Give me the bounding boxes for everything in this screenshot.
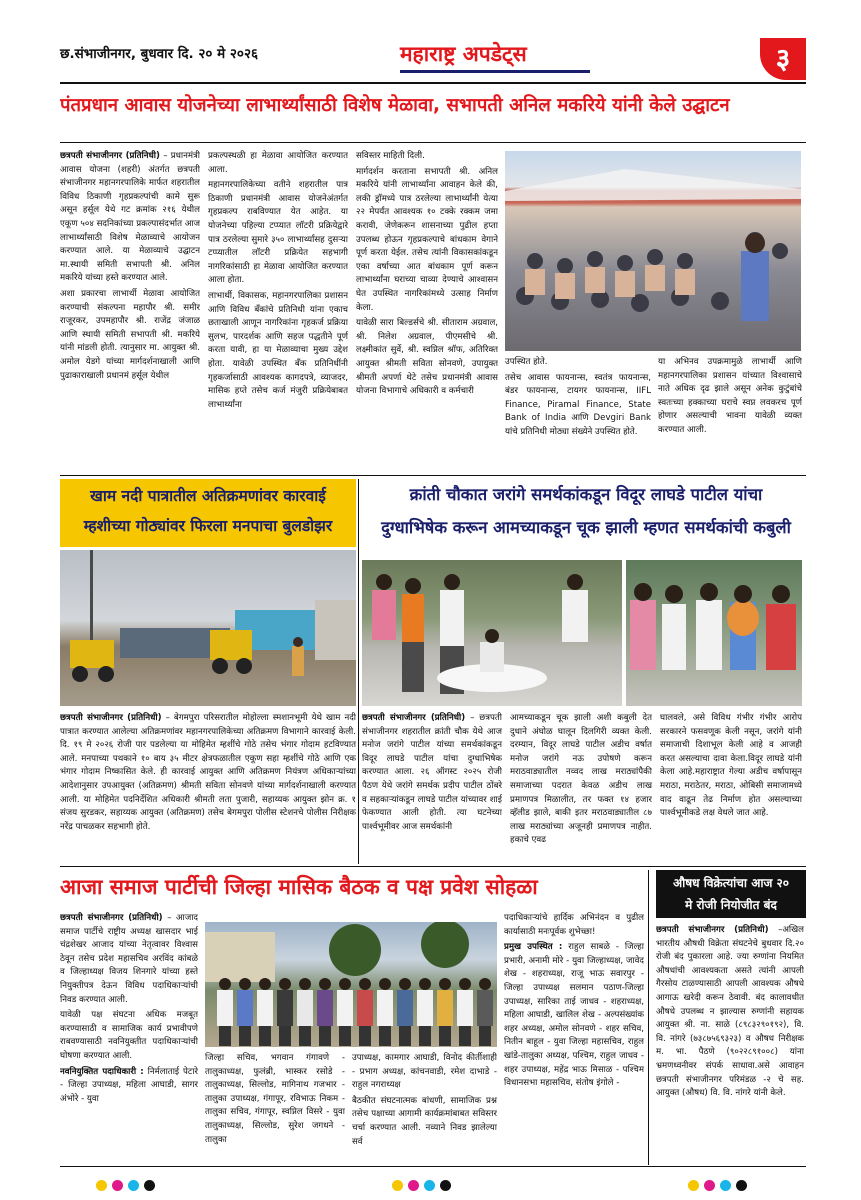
registration-dot	[128, 1180, 139, 1191]
story3-col2-text: आमच्याकडून चूक झाली अशी कबुली देत दुधाने अंघोळ घालून दिलगिरी व्यक्त केली. दरम्यान, विदूर लाघडे पाटील अडीच वर्षात मनोज जरांगे नऊ उपोषणे करून मराठवाड्यातील नव्वद लाख मराठ्यांपैकी समाजाच्या पदरात केवळ अडीच लाख प्रमाणपत्र मिळालीत, तर फक्त १४ हजार व्हॅलीड झाले, बाकी इतर मराठवाड्यातील ८७ लाख मराठ्यांच्या अजूनही प्रमाणपत्र नाहीत. हकाचे एवढ	[510, 713, 652, 846]
section-underline	[400, 70, 590, 73]
story4-col4b-text: राहुल साबळे - जिल्हा प्रभारी, अनामी मोरे - युवा जिल्हाध्यक्ष, जावेद शेख - शहराध्यक्ष, राजू भाऊ सवारपुर - जिल्हा उपाध्यक्ष सलमान पठाण-जिल्हा उपाध्यक्ष, सारिका ताई जाधव - शहराध्यक्ष, महिला आघाडी, खालिल शेख - अल्पसंख्यांक शहर अध्यक्ष, अमोल सोनवणे - शहर सचिव, नितीन बाहूल - युवा जिल्हा महासचिव, राहुल खांडे-तालुका अध्यक्ष, पश्चिम, राहुल जाधव - शहर उपाध्यक्ष, महेंद्र भाऊ मिसाळ - पश्चिम विधानसभा महासचिव, संतोष इंगोले -	[504, 942, 644, 1089]
story1-bottom-rule	[60, 475, 806, 476]
story1-col1-p2: अशा प्रकारचा लाभार्थी मेळावा आयोजित करण्याची संकल्पना महापौर श्री. समीर राजूरकर, उपमहापौर श्री. राजेंद्र जंजाळ आणि स्थायी समिती सभापती श्री. मकरिये यांनी मांडली होती. त्यानुसार मा. आयुक्त श्री. अमोल येडगे यांच्या मार्गदर्शनाखाली आणि पुढाकाराखाली प्रधानमं हर्सूल येथील	[60, 288, 200, 381]
registration-dot	[440, 1180, 451, 1191]
story4-guests-label: प्रमुख उपस्थित :	[504, 942, 563, 953]
story4-col4a-text: पदाधिकाऱ्यांचे हार्दिक अभिनंदन व पुढील कार्यासाठी मनःपूर्वक शुभेच्छा!	[504, 913, 644, 937]
registration-dot	[736, 1180, 747, 1191]
story4-col3-text: उपाध्यक्ष, कामगार आघाडी, विनोद कीर्तीशाही - प्रभाग अध्यक्ष, कांचनवाडी, रमेश दाभाडे - राहुल नगराध्यक्ष	[352, 1053, 497, 1091]
story4-col1a: – आजाद समाज पार्टीचे राष्ट्रीय अध्यक्ष खासदार भाई चंद्रशेखर आजाद यांच्या नेतृत्वावर विश्वास ठेवून तसेच प्रदेश महासचिव अरविंद कांबळे व जिल्हाध्यक्ष विजय शिनगारे यांच्या हस्ते नियुक्तीपत्र देऊन विविध पदाधिकाऱ्यांची निवड करण्यात आली.	[60, 913, 198, 1005]
story1-column-2	[208, 150, 348, 470]
story1-col2-p3: लाभार्थी, विकासक, महानगरपालिका प्रशासन आणि विविध बँकांचे प्रतिनिधी यांना एकाच छताखाली आणून नागरिकांना गृहकर्ज प्रक्रिया सुलभ, पारदर्शक आणि सहज पद्धतीने पूर्ण करता यावी, हा या मेळाव्याचा मुख्य उद्देश होता. यावेळी उपस्थित बँक प्रतिनिधींनी गृहकर्जासाठी आवश्यक कागदपत्रे, व्याजदर, मासिक हप्ते तसेच कर्ज मंजुरी प्रक्रियेबाबत लाभार्थ्यांना	[208, 290, 348, 410]
story4-headline: आजा समाज पार्टीची जिल्हा मासिक बैठक व पक्ष प्रवेश सोहळा	[60, 875, 538, 899]
garland-illustration	[626, 560, 802, 706]
registration-dots-right	[688, 1176, 752, 1195]
crowd-illustration	[505, 151, 801, 351]
story2-headline-line2: म्हशीच्या गोठ्यांवर फिरला मनपाचा बुलडोझर	[83, 517, 333, 535]
story4-col3b-text: बैठकीत संघटनात्मक बांधणी, सामाजिक प्रश्न तसेच पक्षाच्या आगामी कार्यक्रमांबाबत सविस्तर चर्चा करण्यात आली. नव्याने निवड झालेल्या सर्व	[352, 1095, 497, 1147]
story1-col1-p1: – प्रधानमंत्री आवास योजना (शहरी) अंतर्गत छत्रपती संभाजीनगर महानगरपालिके मार्फत शहरातील विविध ठिकाणी गृहप्रकल्पांची कामे सुरू असून हर्सूल येथे गट क्रमांक २१६ येथील एकूण ५०४ सदनिकांच्या प्रकल्पासंदर्भात आज लाभार्थ्यांसाठी विशेष मेळाव्याचे आयोजन करण्यात आले. या मेळाव्याचे उद्घाटन मा.स्थायी समिती सभापती श्री. अनिल मकरिये यांच्या हस्ते करण्यात आले.	[60, 151, 200, 284]
story2-text: – बेगमपुरा परिसरातील मोहोल्ला स्मशानभूमी येथे खाम नदी पात्रात करण्यात आलेल्या अतिक्रमणांवर महानगरपालिकेच्या अतिक्रमण विभागाने कारवाई केली. दि. १९ मे २०२६ रोजी पार पडलेल्या या मोहिमेत म्हशींचे गोठे तसेच भंगार गोदाम हटविण्यात आले. मनपाच्या पथकाने १० बाय ३५ मीटर क्षेत्रफळातील एकूण सहा म्हशींचे गोठे आणि एक भंगार गोदाम निष्कासित केले. ही कारवाई आयुक्त आणि अतिक्रमण नियंत्रण अधिकाऱ्यांच्या आदेशानुसार उपआयुक्त (अतिक्रमण) श्रीमती सविता सोनवणे यांच्या मार्गदर्शनाखाली करण्यात आली. या मोहिमेत पदनिर्देशित अधिकारी श्रीमती लता पुजारी, सहाय्यक आयुक्त झोन क्र. १ संजय सुरडकर, सहाय्यक आयुक्त (अतिक्रमण) तसेच बेगमपुरा पोलीस स्टेशनचे पोलीस निरीक्षक नरेंद्र पाचळकर सहभागी होते.	[60, 713, 356, 832]
story1-bp1-p1: उपस्थित होते.	[505, 357, 548, 367]
story3-column-3	[660, 712, 802, 862]
story2-dateline: छत्रपती संभाजीनगर (प्रतिनिधी)	[60, 713, 162, 723]
demolition-illustration	[60, 550, 356, 706]
story3-col3-text: घालवले, असे विविध गंभीर गंभीर आरोप सरकारने फसवणूक केली नसून, जरांगे यांनी समाजाची दिशाभूल केली आहे व आजही करत असल्याचा दावा केला.विदूर लाघडे यांनी केला आहे.महाराष्ट्रात गेल्या अडीच वर्षापासून मराठा, मराठेतर, मराठा, ओबिसी समाजामध्ये वाद वाढून तेढ निर्माण होत असल्याच्या पार्श्वभूमीकडे लक्ष वेधले जात आहे.	[660, 713, 802, 819]
story3-column-2	[510, 712, 652, 862]
story3-dateline: छत्रपती संभाजीनगर (प्रतिनिधी)	[362, 713, 466, 723]
story1-headline-rule	[60, 142, 806, 143]
dateline: छ.संभाजीनगर, बुधवार दि. २० मे २०२६	[60, 46, 258, 62]
story3-column-1	[362, 712, 502, 862]
column-divider-2	[648, 870, 649, 1165]
story4-col2-text: जिल्हा सचिव, भगवान गंगावणे - तालुकाध्यक्ष, फुलंब्री, भास्कर रसोडे - तालुकाध्यक्ष, सिल्लोड, मागिनाथ गजभार - तालुका उपाध्यक्ष, गंगापूर, रविभाऊ निकम - तालुका सचिव, गंगापूर, स्वप्निल विसरे - युवा तालुकाध्यक्ष, सिल्लोड, सुरेश जगधने - तालुका	[205, 1053, 345, 1145]
story5-text: –अखिल भारतीय औषधी विक्रेता संघटनेचे बुधवार दि.२० रोजी बंद पुकारला आहे. ज्या रुग्णांना नियमित औषधांची आवश्यकता असते त्यांनी आपली गैरसोय टाळण्यासाठी आपली आवश्यक औषधे आगाऊ खरेदी करून ठेवावी. बंद कालावधीत औषधे उपलब्ध न झाल्यास रुग्णांनी सहायक आयुक्त श्री. ना. साळे (८९८३२९०१९२), वि. वि. नांगरे (७३८७५६९३२३) व औषध निरीक्षक म. भा. पैठणे (९०२२८९१००८) यांना भ्रमणध्वनीवर संपर्क साधावा.असे आवाहन छत्रपती संभाजीनगर परिमंडळ -२ चे सह. आयुक्त (औषध) वि. वि. नांगरे यांनी केले.	[656, 925, 804, 1099]
story1-col2-p1: प्रकल्पस्थळी हा मेळावा आयोजित करण्यात आला.	[208, 151, 348, 175]
story5-headline-line2: मे रोजी नियोजीत बंद	[685, 898, 777, 912]
registration-dot	[392, 1180, 403, 1191]
registration-dot	[720, 1180, 731, 1191]
registration-dot	[112, 1180, 123, 1191]
ritual-illustration	[362, 560, 622, 706]
footer-rule	[60, 1166, 806, 1167]
story5-body	[656, 924, 804, 1164]
story4-col1b: यावेळी पक्ष संघटना अधिक मजबूत करण्यासाठी व सामाजिक कार्य प्रभावीपणे राबवण्यासाठी नवनियुक्तीत पदाधिकाऱ्यांची घोषणा करण्यात आली.	[60, 1010, 198, 1061]
story2-headline-line1: खाम नदी पात्रातील अतिक्रमणांवर कारवाई	[90, 487, 326, 505]
column-divider	[358, 479, 359, 864]
story1-below-photo-col-1	[505, 356, 651, 471]
story4-column-2	[205, 1052, 345, 1162]
group-illustration	[205, 922, 497, 1047]
story2-photo-demolition	[60, 550, 356, 706]
page-number: ३	[775, 42, 791, 75]
story4-photo-group	[205, 922, 497, 1047]
story1-col3-p1: सविस्तर माहिती दिली.	[356, 151, 425, 161]
story5-headline-line1: औषध विक्रेत्यांचा आज २०	[672, 876, 790, 890]
story3-headline-line2: दुग्धाभिषेक करून आमच्याकडून चूक झाली म्हणत समर्थकांची कबुली	[381, 518, 791, 537]
story4-column-4	[504, 912, 644, 1162]
story3-bottom-rule	[60, 866, 806, 867]
section-title: महाराष्ट्र अपडेट्स	[400, 42, 527, 66]
registration-dot	[688, 1180, 699, 1191]
story2-body	[60, 712, 356, 862]
registration-dot	[704, 1180, 715, 1191]
story3-headline-line1: क्रांती चौकात जरांगे समर्थकांकडून विदूर लाघडे पाटील यांचा	[409, 485, 763, 504]
story1-bp1-p2: तसेच आवास फायनान्स, स्वतंत्र फायनान्स, बंडर फायनान्स, टायगर फायनान्स, IIFL Finance, Piramal Finance, State Bank of India आणि Devgiri Bank यांचे प्रतिनिधी मोठ्या संख्येने उपस्थित होते.	[505, 372, 651, 437]
story3-photo-milk-ritual	[362, 560, 622, 706]
story4-dateline: छत्रपती संभाजीनगर (प्रतिनिधी)	[60, 913, 163, 923]
registration-dot	[144, 1180, 155, 1191]
story3-col1-text: – छत्रपती संभाजीनगर शहरातील क्रांती चौक येथे आज मनोज जरांगे पाटील यांच्या समर्थकांकडून विदूर लाघडे पाटील यांचा दुग्धाभिषेक करण्यात आला. २६ ऑगस्ट २०२५ रोजी पैठण येथे जरांगे समर्थक प्रदीप पाटील ठोंबरे व सहकाऱ्यांकडून लाघडे पाटील यांच्यावर शाई फेकण्यात आली होती. त्या घटनेच्या पार्श्वभूमीवर आज समर्थकांनी	[362, 713, 502, 832]
story1-col3-p2: मार्गदर्शन करताना सभापती श्री. अनिल मकरिये यांनी लाभार्थ्यांना आवाहन केले की, लकी ड्रॉमध्ये पात्र ठरलेल्या लाभार्थ्यांनी येत्या २२ मेपर्यंत आवश्यक १० टक्के रक्कम जमा करावी, जेणेकरून शासनाच्या पुढील हप्ता उपलब्ध होऊन गृहप्रकल्पाचे बांधकाम वेगाने पूर्ण करता येईल. तसेच त्यांनी विकासकांकडून एका वर्षाच्या आत बांधकाम पूर्ण करून लाभार्थ्यांना घराच्या चाव्या देण्याचे आश्वासन घेत उपस्थित नागरिकांमध्ये उत्साह निर्माण केला.	[356, 166, 498, 313]
story5-dateline: छत्रपती संभाजीनगर (प्रतिनिधी)	[656, 925, 769, 935]
registration-dot	[96, 1180, 107, 1191]
story4-column-1	[60, 912, 198, 1162]
story1-column-3	[356, 150, 498, 470]
story1-col3-p3: यावेळी सारा बिल्डर्सचे श्री. सीताराम अग्रवाल, श्री. निलेश अग्रवाल, पीएमसीचे श्री. लक्ष्मीकांत सुर्वे, श्री. स्वप्निल श्रॉफ, अतिरिक्त आयुक्त श्रीमती सविता सोनवणे, उपायुक्त श्रीमती अपर्णा थेटे तसेच प्रधानमंत्री आवास योजना विभागाचे अधिकारी व कर्मचारी	[356, 318, 498, 397]
registration-dot	[424, 1180, 435, 1191]
registration-dot	[408, 1180, 419, 1191]
story1-headline: पंतप्रधान आवास योजनेच्या लाभार्थ्यांसाठी विशेष मेळावा, सभापती अनिल मकरिये यांनी केले उद्घाटन	[60, 95, 730, 116]
story1-below-photo-col-2	[658, 356, 802, 471]
story1-col2-p2: महानगरपालिकेच्या वतीने शहरातील पात्र ठिकाणी प्रधानमंत्री आवास योजनेअंतर्गत गृहप्रकल्प राबविण्यात येत आहेत. या योजनेच्या पहिल्या टप्प्यात लॉटरी प्रक्रियेद्वारे पात्र ठरलेल्या सुमारे ३५० लाभार्थ्यांसह दुसऱ्या टप्प्यातील लॉटरी प्रक्रियेत सहभागी नागरिकांसाठी हा मेळावा आयोजित करण्यात आला होता.	[208, 180, 348, 286]
masthead-rule	[60, 82, 806, 84]
story4-column-3	[352, 1052, 497, 1162]
story3-photo-garland	[626, 560, 802, 706]
registration-dots-center	[392, 1176, 456, 1195]
masthead	[0, 0, 861, 82]
story4-appointees-label: नवनियुक्तित पदाधिकारी :	[60, 1066, 144, 1077]
story1-bp2-p1: या अभिनव उपक्रमामुळे लाभार्थी आणि महानगरपालिका प्रशासन यांच्यात विश्वासाचे नाते अधिक दृढ झाले असून अनेक कुटुंबांचे स्वतःच्या हक्काच्या घराचे स्वप्न लवकरच पूर्ण होणार असल्याची भावना यावेळी व्यक्त करण्यात आली.	[658, 357, 802, 435]
registration-dots-left	[96, 1176, 160, 1195]
story4-col1c: निर्मलाताई पेटारे - जिल्हा उपाध्यक्ष, महिला आघाडी, सागर अंभोरे - युवा	[60, 1066, 198, 1104]
story1-photo-crowd	[505, 151, 801, 351]
story1-column-1	[60, 150, 200, 470]
story1-dateline: छत्रपती संभाजीनगर (प्रतिनिधी)	[60, 151, 160, 161]
